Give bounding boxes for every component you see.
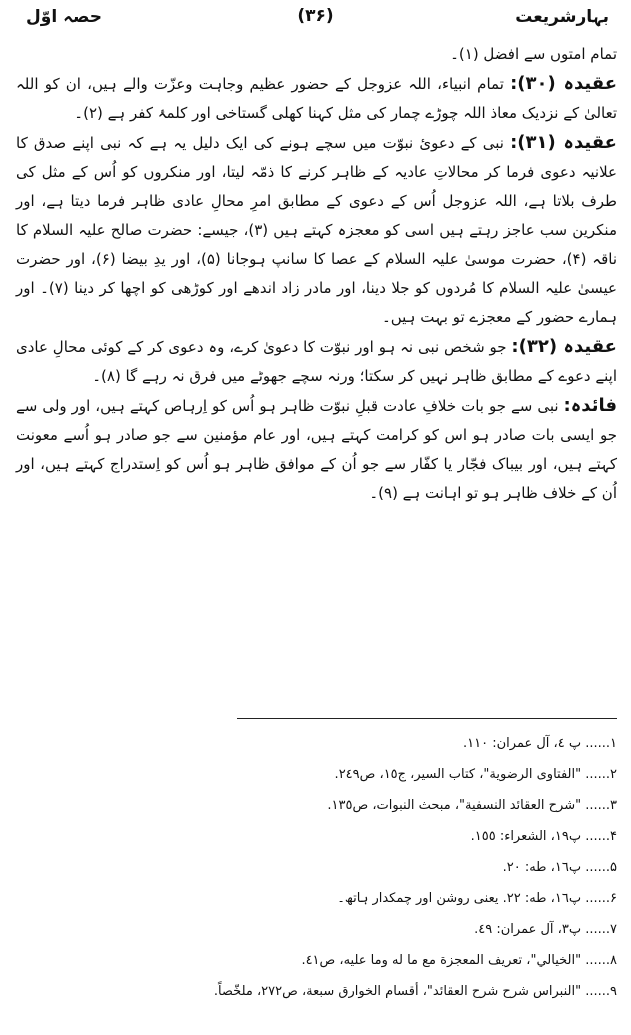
footnote: ۱...... پ ٤، آل عمران: ١١٠. bbox=[463, 736, 617, 751]
paragraph-text: تمام امتوں سے افضل (۱)۔ bbox=[450, 45, 617, 63]
paragraph-lead: عقیدہ (۳۰): bbox=[510, 73, 618, 94]
paragraph-aqeeda-30 bbox=[16, 69, 617, 128]
footnote: ۵...... پ١٦، طه: ٢٠. bbox=[502, 860, 617, 875]
paragraph-text: تمام انبیاء، اللہ عزوجل کے حضور عظیم وجاہت وعزّت والے ہیں، ان کو اللہ تعالیٰ کے نزدیک معاذ اللہ چوڑے چمار کی مثل کہنا کھلی گستاخی اور کلمۂ کفر ہے (۲)۔ bbox=[16, 75, 617, 122]
footnote-divider bbox=[237, 718, 617, 719]
book-title: بہارشریعت bbox=[515, 7, 609, 27]
footnote: ۹...... "النبراس شرح شرح العقائد"، أقسام الخوارق سبعة، ص٢٧٢، ملخّصاً. bbox=[213, 984, 617, 999]
page-header bbox=[14, 6, 617, 32]
footnote: ۳...... "شرح العقائد النسفیة"، مبحث النبوات، ص١٣٥. bbox=[327, 798, 617, 813]
paragraph-text: نبی کے دعوئ نبوّت میں سچے ہونے کی ایک دلیل یہ ہے کہ نبی اپنے صدق کا علانیہ دعوی فرما کر محالاتِ عادیہ کے ظاہر کرنے کا ذمّہ لیتا، اور منکروں کو اُس کے مثل کی طرف بلاتا ہے، اللہ عزوجل اُس کے دعوی کے مطابق امرِ محالِ عادی ظاہر فرما دیتا ہے، اور منکرین سب عاجز رہتے ہیں اسی کو معجزہ کہتے ہیں (۳)، جیسے: حضرت صالح علیہ السلام کا ناقہ (۴)، حضرت موسیٰ علیہ السلام کے عصا کا سانپ ہوجانا (۵)، اور یدِ بیضا (۶)، اور حضرت عیسیٰ علیہ السلام کا مُردوں کو جلا دینا، اور مادر زاد اندھے اور کوڑھی کو اچھا کر دینا (۷)۔ اور ہمارے حضور کے معجزے تو بہت ہیں۔ bbox=[16, 134, 617, 326]
paragraph-faida bbox=[16, 391, 617, 508]
part-label: حصہ اوّل bbox=[26, 7, 103, 27]
footnote: ۴...... پ١٩، الشعراء: ١٥٥. bbox=[470, 829, 617, 844]
paragraph-text: جو شخص نبی نہ ہو اور نبوّت کا دعویٰ کرے، وہ دعوی کر کے کوئی محالِ عادی اپنے دعوے کے مطابق ظاہر نہیں کر سکتا؛ ورنہ سچے جھوٹے میں فرق نہ رہے گا (۸)۔ bbox=[16, 338, 617, 385]
footnote: ۷...... پ٣، آل عمران: ٤٩. bbox=[474, 922, 617, 937]
footnotes bbox=[16, 728, 617, 1007]
paragraph-aqeeda-32 bbox=[16, 332, 617, 391]
paragraph-lead: عقیدہ (۳۲): bbox=[511, 336, 617, 357]
main-text bbox=[16, 40, 617, 508]
paragraph-1 bbox=[16, 40, 617, 69]
footnote: ۶...... پ١٦، طه: ٢٢. یعنی روشن اور چمکدار ہاتھ۔ bbox=[337, 891, 617, 906]
paragraph-lead: عقیدہ (۳۱): bbox=[510, 132, 617, 153]
paragraph-lead: فائدہ: bbox=[563, 395, 617, 416]
footnote: ۸...... "الخیالي"، تعریف المعجزة مع ما له وما علیه، ص٤١. bbox=[301, 953, 617, 968]
page-number: (۳۶) bbox=[297, 6, 334, 26]
footnote: ۲...... "الفتاوی الرضویة"، کتاب السیر، ج١٥، ص٢٤٩. bbox=[334, 767, 617, 782]
paragraph-aqeeda-31 bbox=[16, 128, 617, 332]
paragraph-text: نبی سے جو بات خلافِ عادت قبلِ نبوّت ظاہر ہو اُس کو اِرہاص کہتے ہیں، اور ولی سے جو ایسی بات صادر ہو اس کو کرامت کہتے ہیں، اور عام مؤمنین سے جو صادر ہو اُسے معونت کہتے ہیں، اور بیباک فجّار یا کفّار سے جو اُن کے موافق ظاہر ہو اُس کو اِستدراج کہتے ہیں، اور اُن کے خلاف ظاہر ہو تو اہانت ہے (۹)۔ bbox=[16, 397, 617, 502]
